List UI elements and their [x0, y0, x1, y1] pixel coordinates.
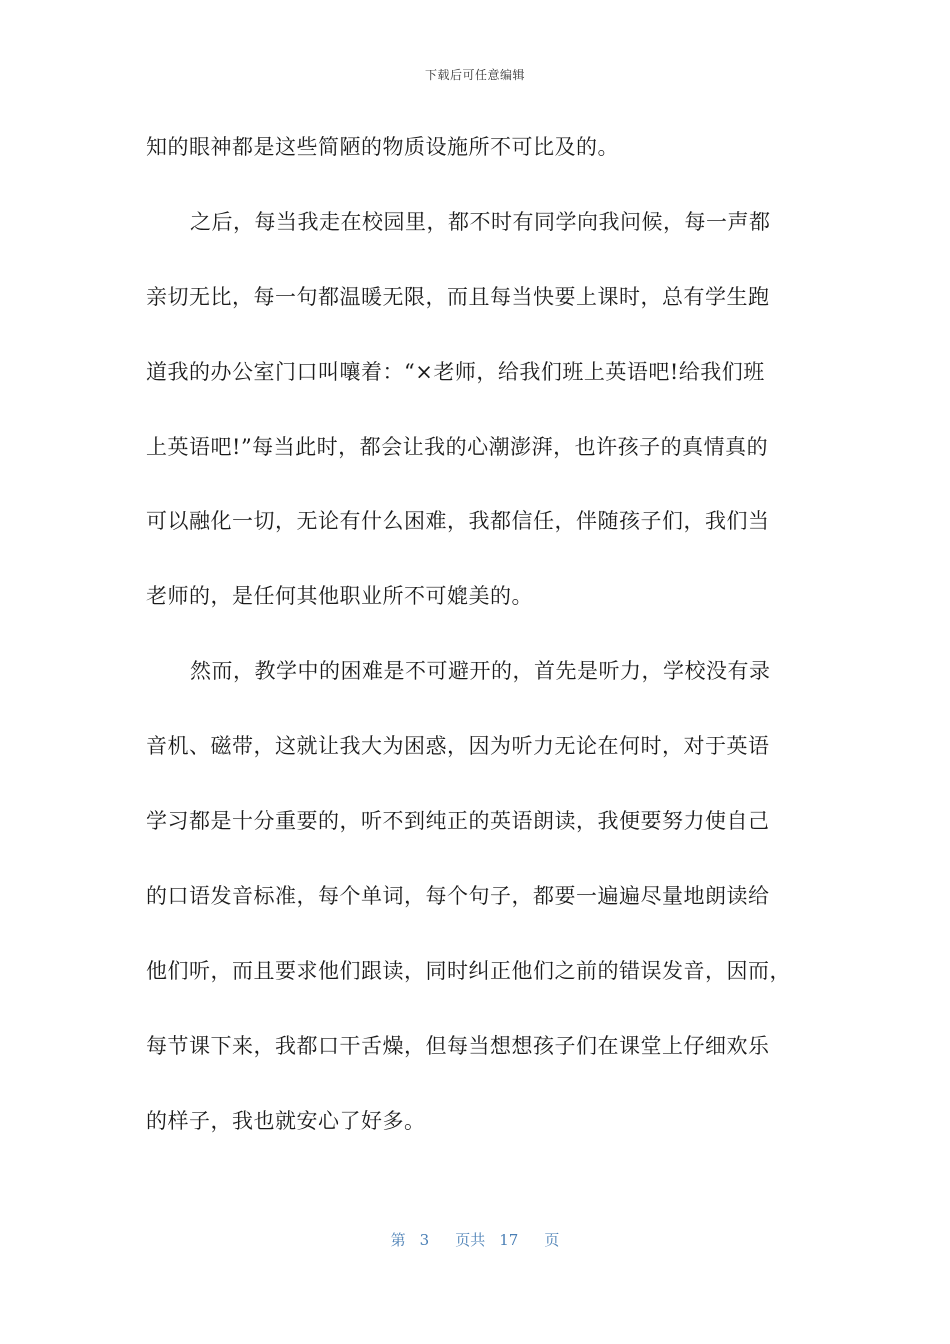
- text-line: 上英语吧!”每当此时，都会让我的心潮澎湃，也许孩子的真情真的: [146, 434, 769, 459]
- text-line: 亲切无比，每一句都温暖无限，而且每当快要上课时，总有学生跑: [146, 284, 770, 309]
- total-pages: 17: [499, 1231, 519, 1249]
- page-suffix: 页: [544, 1231, 560, 1249]
- page-header: 下载后可任意编辑: [424, 68, 525, 82]
- page-prefix: 第: [390, 1231, 406, 1249]
- text-line: 道我的办公室门口叫嚷着：“×老师，给我们班上英语吧!给我们班: [146, 359, 765, 384]
- page-middle: 页共: [455, 1231, 486, 1249]
- text-line: 的样子，我也就安心了好多。: [146, 1108, 426, 1133]
- text-line: 可以融化一切，无论有什么困难，我都信任，伴随孩子们，我们当: [146, 509, 770, 534]
- paragraph-start-line: 之后，每当我走在校园里，都不时有同学向我问候，每一声都: [190, 209, 771, 234]
- text-line: 老师的，是任何其他职业所不可媲美的。: [146, 584, 533, 609]
- text-line: 音机、磁带，这就让我大为困惑，因为听力无论在何时，对于英语: [146, 734, 770, 759]
- text-line: 的口语发音标准，每个单词，每个句子，都要一遍遍尽量地朗读给: [146, 883, 770, 908]
- text-line: 知的眼神都是这些简陋的物质设施所不可比及的。: [146, 135, 619, 159]
- text-line: 学习都是十分重要的，听不到纯正的英语朗读，我便要努力使自己: [146, 809, 770, 834]
- page-number: 3: [419, 1231, 430, 1249]
- paragraph-start-line: 然而，教学中的困难是不可避开的，首先是听力，学校没有录: [190, 659, 771, 684]
- text-line: 每节课下来，我都口干舌燥，但每当想想孩子们在课堂上仔细欢乐: [146, 1033, 770, 1058]
- text-line: 他们听，而且要求他们跟读，同时纠正他们之前的错误发音，因而，: [146, 958, 791, 983]
- document-body: [146, 120, 811, 1168]
- page-footer: [0, 1229, 950, 1250]
